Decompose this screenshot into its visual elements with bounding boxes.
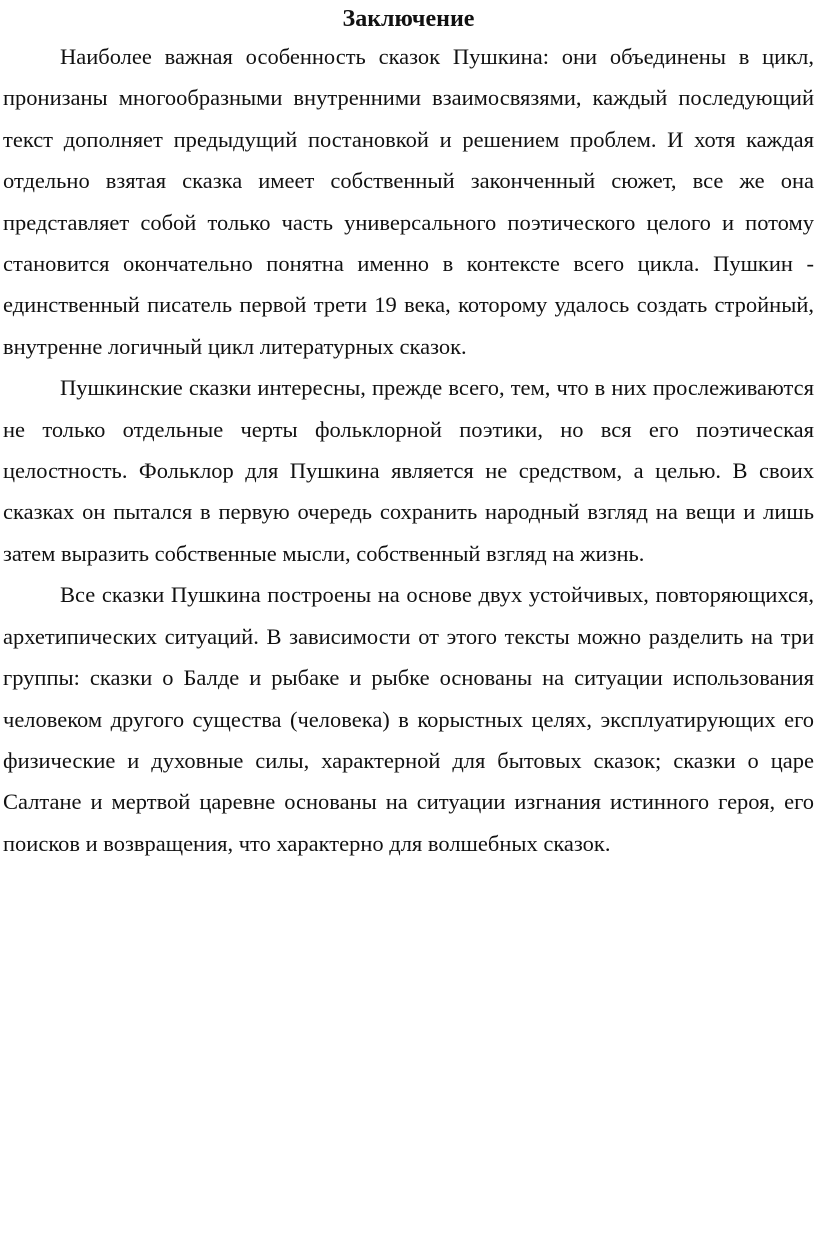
paragraph-2: Пушкинские сказки интересны, прежде всего, тем, что в них прослеживаются не только отдельные черты фольклорной поэтики, но вся его поэтическая целостность. Фольклор для Пушкина является не средством, а целью. В своих сказках он пытался в первую очередь сохранить народный взгляд на вещи и лишь затем выразить собственные мысли, собственный взгляд на жизнь. xyxy=(3,375,814,566)
paragraph-3: Все сказки Пушкина построены на основе двух устойчивых, повторяющихся, архетипических ситуаций. В зависимости от этого тексты можно разделить на три группы: сказки о Балде и рыбаке и рыбке основаны на ситуации использования человеком другого существа (человека) в корыстных целях, эксплуатирующих его физические и духовные силы, характерной для бытовых сказок; сказки о царе Салтане и мертвой царевне основаны на ситуации изгнания истинного героя, его поисков и возвращения, что характерно для волшебных сказок. xyxy=(3,582,814,856)
document-title: Заключение xyxy=(342,6,475,32)
paragraph-1: Наиболее важная особенность сказок Пушкина: они объединены в цикл, пронизаны многообразными внутренними взаимосвязями, каждый последующий текст дополняет предыдущий постановкой и решением проблем. И хотя каждая отдельно взятая сказка имеет собственный законченный сюжет, все же она представляет собой только часть универсального поэтического целого и потому становится окончательно понятна именно в контексте всего цикла. Пушкин - единственный писатель первой трети 19 века, которому удалось создать стройный, внутренне логичный цикл литературных сказок. xyxy=(3,44,814,359)
